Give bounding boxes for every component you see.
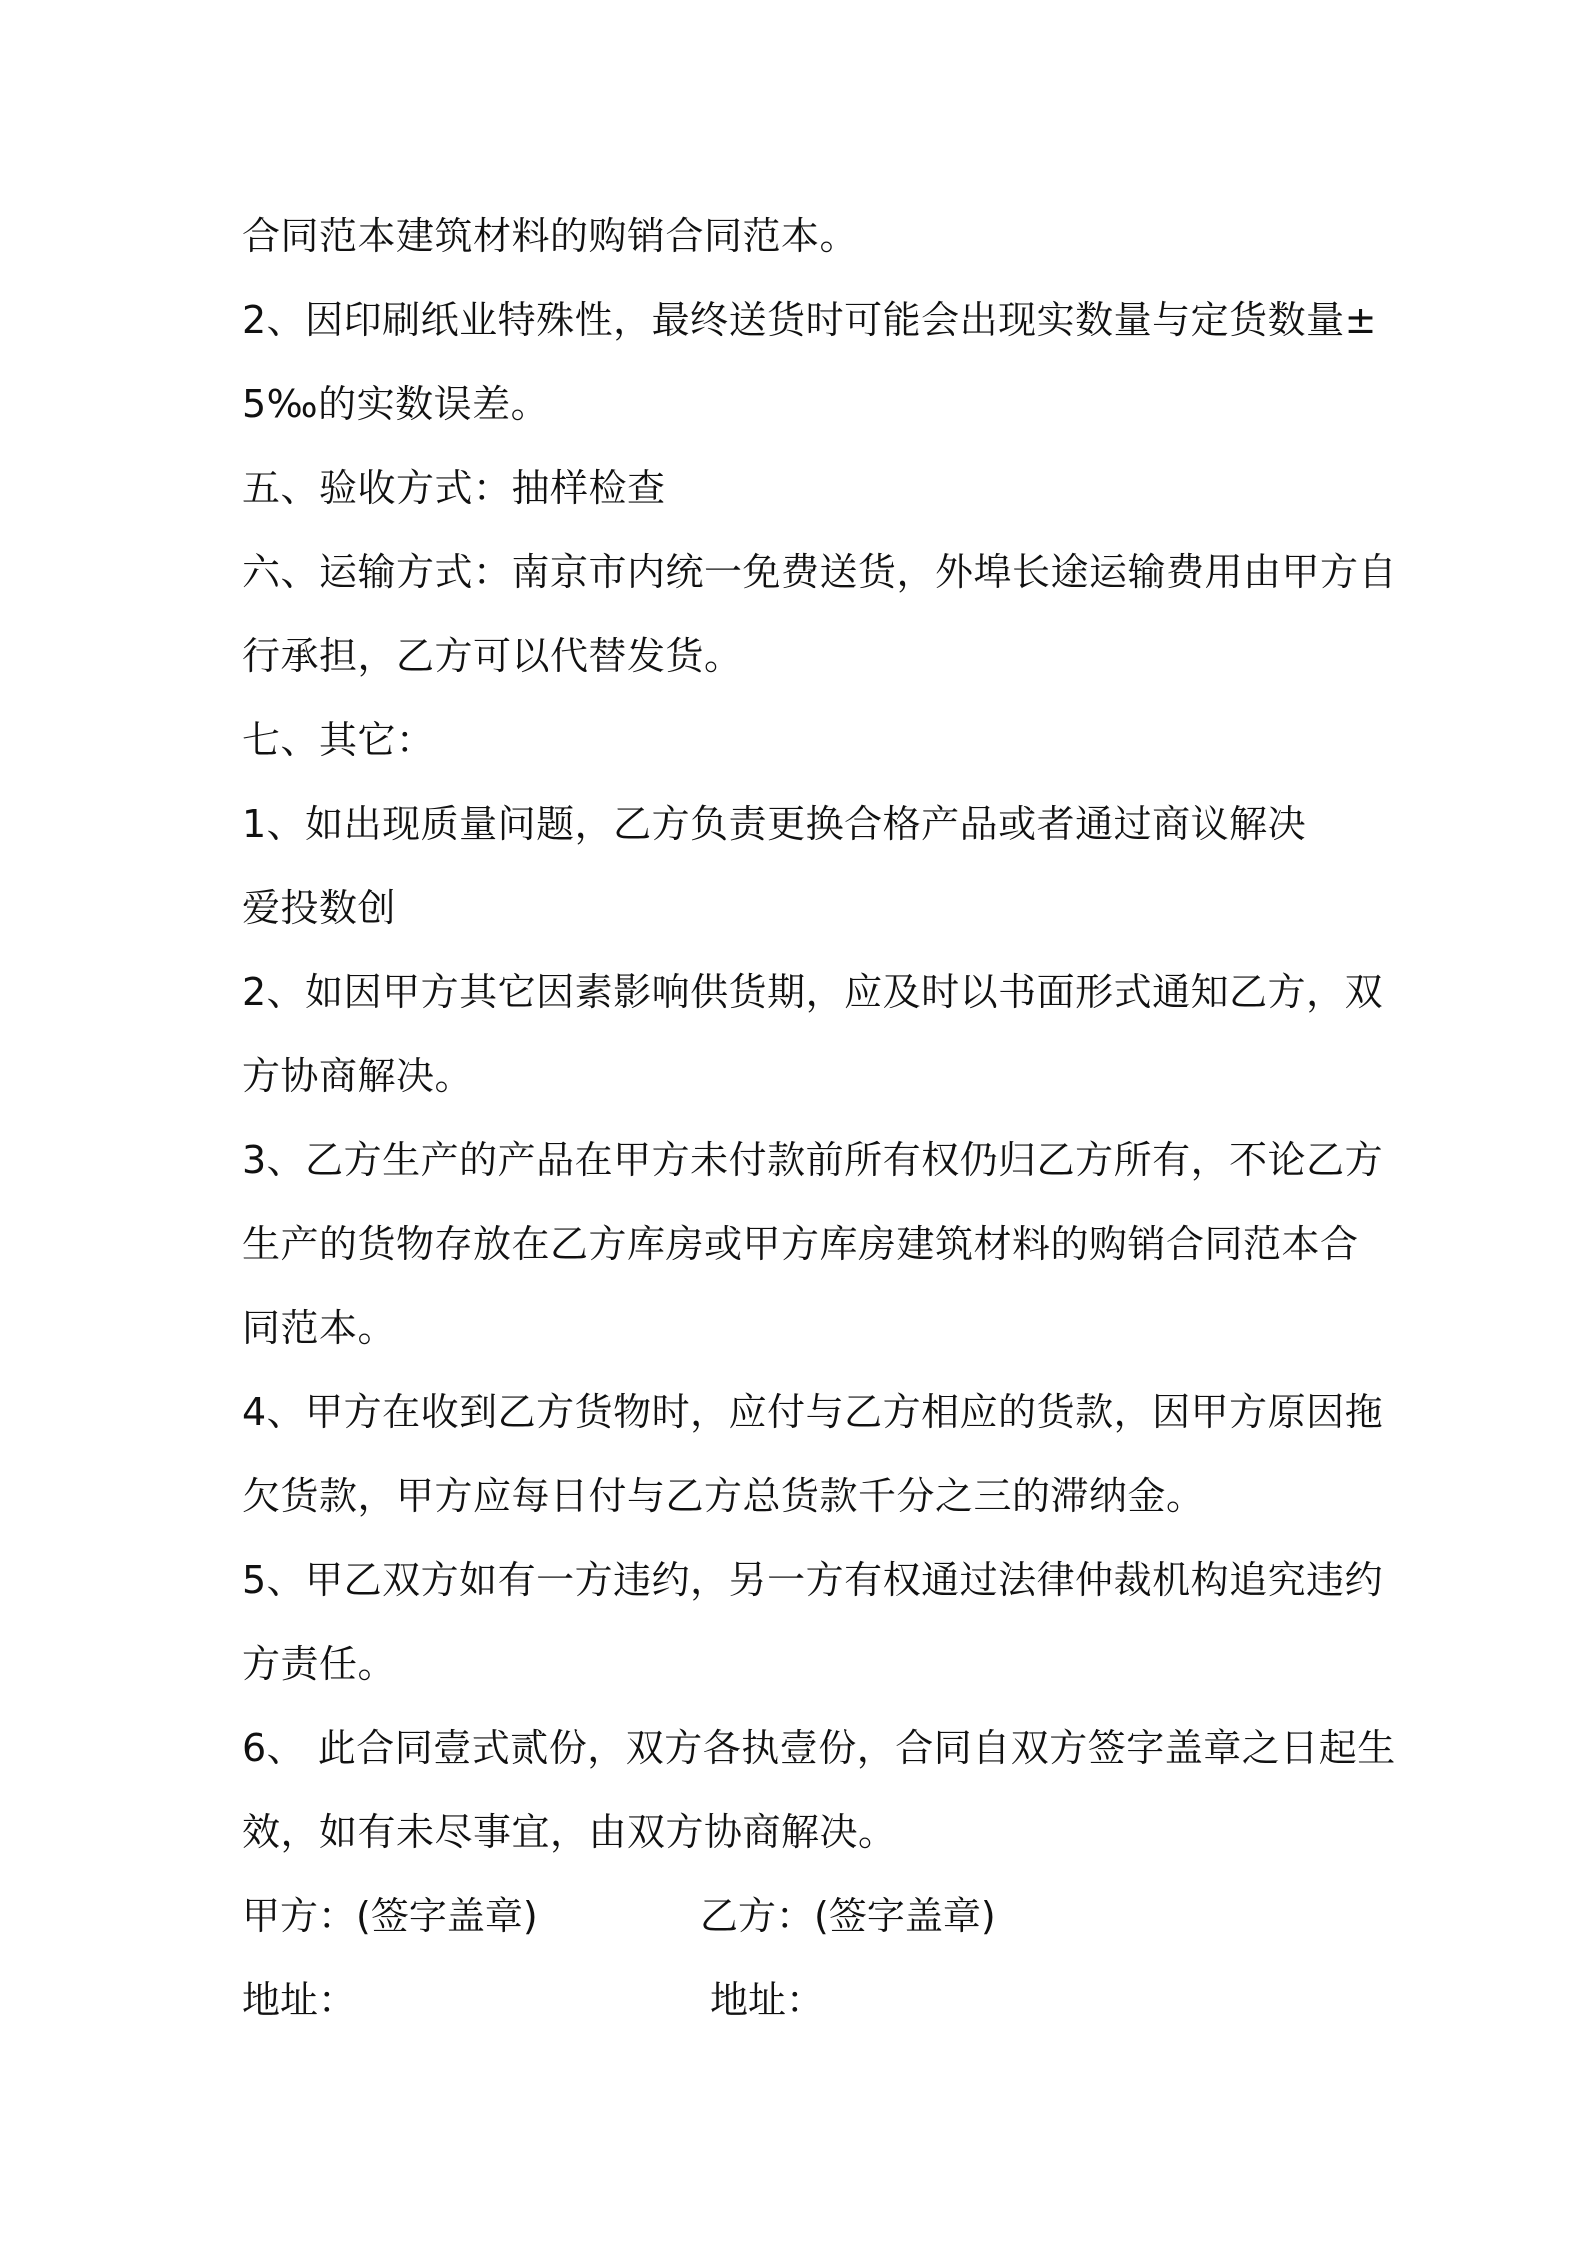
text-line: 合同范本建筑材料的购销合同范本。 <box>242 214 859 258</box>
party-b-signature: 乙方：(签字盖章) <box>700 1894 996 1938</box>
address-row <box>242 1958 1362 2042</box>
document-body <box>242 194 1398 2042</box>
section-heading: 六、运输方式：南京市内统一免费送货，外埠长途运输费用由甲方自 <box>242 550 1398 594</box>
text-line: 2、因印刷纸业特殊性，最终送货时可能会出现实数量与定货数量± <box>242 298 1378 342</box>
text-line: 方责任。 <box>242 1642 397 1686</box>
text-line: 欠货款，甲方应每日付与乙方总货款千分之三的滞纳金。 <box>242 1474 1205 1518</box>
signature-row <box>242 1874 1362 1958</box>
section-heading: 七、其它： <box>242 718 435 762</box>
text-line: 效，如有未尽事宜，由双方协商解决。 <box>242 1810 897 1854</box>
text-line: 3、乙方生产的产品在甲方未付款前所有权仍归乙方所有，不论乙方 <box>242 1138 1384 1182</box>
party-b-address: 地址： <box>710 1978 825 2022</box>
text-line: 5、甲乙双方如有一方违约，另一方有权通过法律仲裁机构追究违约 <box>242 1558 1384 1602</box>
text-line: 2、如因甲方其它因素影响供货期，应及时以书面形式通知乙方，双 <box>242 970 1384 1014</box>
party-a-signature: 甲方：(签字盖章) <box>242 1894 538 1938</box>
text-line: 行承担，乙方可以代替发货。 <box>242 634 743 678</box>
text-line: 5‰的实数误差。 <box>242 382 550 426</box>
text-line: 方协商解决。 <box>242 1054 474 1098</box>
party-a-address: 地址： <box>242 1978 357 2022</box>
text-line: 生产的货物存放在乙方库房或甲方库房建筑材料的购销合同范本合 <box>242 1222 1359 1266</box>
text-line: 6、 此合同壹式贰份，双方各执壹份，合同自双方签字盖章之日起生 <box>242 1726 1396 1770</box>
text-line: 4、甲方在收到乙方货物时，应付与乙方相应的货款，因甲方原因拖 <box>242 1390 1384 1434</box>
text-line: 1、如出现质量问题，乙方负责更换合格产品或者通过商议解决 <box>242 802 1307 846</box>
text-line: 同范本。 <box>242 1306 397 1350</box>
section-heading: 五、验收方式：抽样检查 <box>242 466 666 510</box>
text-line: 爱投数创 <box>242 886 397 930</box>
